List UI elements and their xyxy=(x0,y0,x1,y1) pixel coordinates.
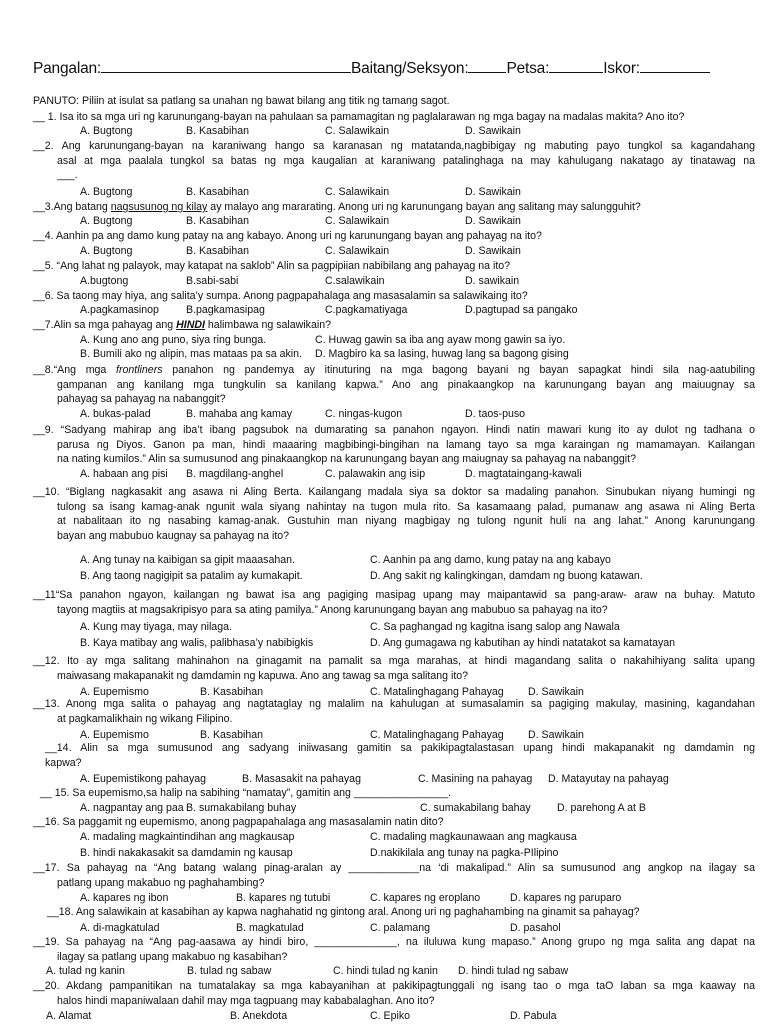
question-9-text-line: __9. “Sadyang mahirap ang iba’t ibang pagsubok na dumarating sa panahon ngayon. Hindi natin mawari kung ito ay dulot ng tadhana o xyxy=(33,424,755,436)
question-9-text-line: na nating kumilos.” Alin sa sumusunod ang pinakaangkop na karunungang bayan ang maiugnay sa pahayag na nabanggit? xyxy=(57,453,636,466)
question-2-text-line: ___. xyxy=(57,169,78,182)
question-10-option-c: B. Ang taong nagigipit sa patalim ay kumakapit. xyxy=(80,570,303,582)
student-info-header xyxy=(33,60,753,78)
question-2-option-a: A. Bugtong xyxy=(80,186,133,198)
question-18-option-d: D. pasahol xyxy=(510,922,561,934)
question-10-option-b: C. Aanhin pa ang damo, kung patay na ang kabayo xyxy=(370,554,611,566)
question-9-option-a: A. habaan ang pisi xyxy=(80,468,168,480)
question-4-option-c: C. Salawikain xyxy=(325,245,390,257)
question-20-option-a: A. Alamat xyxy=(46,1010,92,1022)
question-11-option-c: B. Kaya matibay ang walis, palibhasa’y nabibigkis xyxy=(80,637,314,649)
question-7-option-b: C. Huwag gawin sa iba ang ayaw mong gawin sa iyo. xyxy=(315,334,566,346)
question-12-option-b: B. Kasabihan xyxy=(200,686,264,698)
question-5-option-a: A.bugtong xyxy=(80,275,129,287)
question-2-option-d: D. Sawikain xyxy=(465,186,521,198)
question-10-text-line: at nabalitaan ito ng nasabing kamag-anak. Gustuhin man niyang magbigay ng tulong ngunit huli na ang lahat.” Anong karunungang xyxy=(57,515,755,528)
question-3-option-d: D. Sawikain xyxy=(465,215,521,227)
question-5-option-d: D. sawikain xyxy=(465,275,520,287)
question-2-option-b: B. Kasabihan xyxy=(186,186,250,198)
question-17-option-b: B. kapares ng tutubi xyxy=(236,892,331,904)
question-8-option-a: A. bukas-palad xyxy=(80,408,151,420)
question-11-option-b: C. Sa paghangad ng kagitna isang salop ang Nawala xyxy=(370,621,620,633)
question-13-option-c: C. Matalinghagang Pahayag xyxy=(370,729,504,741)
question-12-option-a: A. Eupemismo xyxy=(80,686,149,698)
question-12-text-line: __12. Ito ay mga salitang mahinahon na ginagamit na pamalit sa mga marahas, at hindi magandang salita o nakahihiyang salita upang xyxy=(33,655,755,667)
question-11-text-line: tayong magtiis at magsakripisyo para sa ating pamilya.” Anong karunungang bayan ang mabubuo sa pahayag na ito? xyxy=(57,603,608,616)
question-18-option-c: C. palamang xyxy=(370,922,431,934)
question-7-option-c: B. Bumili ako ng alipin, mas mataas pa sa akin. xyxy=(80,348,302,360)
question-8-text-line: pahayag sa pahayag na nabanggit? xyxy=(57,393,226,406)
question-19-option-b: B. tulad ng sabaw xyxy=(187,965,272,977)
score-label: Iskor: xyxy=(603,60,640,77)
question-13-text-line: __13. Anong mga salita o pahayag ang nagtataglay ng malalim na kahulugan at sumasalamin sa pagiging makulay, masining, kagandahan xyxy=(33,698,755,710)
question-20-option-d: D. Pabula xyxy=(510,1010,557,1022)
question-17-option-d: D. kapares ng paruparo xyxy=(510,892,622,904)
question-11-text-line: __11“Sa panahon ngayon, kailangan ng bawat isa ang pagiging masipag upang may maipantawid sa pang-araw- araw na buhay. Matuto xyxy=(33,589,755,601)
question-5-option-b: B.sabi-sabi xyxy=(186,275,239,287)
grade-section-blank[interactable] xyxy=(468,60,506,73)
question-20-option-b: B. Anekdota xyxy=(230,1010,288,1022)
question-6-option-c: C.pagkamatiyaga xyxy=(325,304,408,316)
question-10-option-d: D. Ang sakit ng kalingkingan, damdam ng buong katawan. xyxy=(370,570,643,582)
question-11-option-d: D. Ang gumagawa ng kabutihan ay hindi natatakot sa kamatayan xyxy=(370,637,676,649)
question-14-option-b: B. Masasakit na pahayag xyxy=(242,773,361,785)
question-19-option-a: A. tulad ng kanin xyxy=(46,965,125,977)
question-11-option-a: A. Kung may tiyaga, may nilaga. xyxy=(80,621,232,633)
question-20-text-line: __20. Akdang pampanitikan na tumatalakay sa mga kabayanihan at pakikipagtunggali ng isang tao o mga taO laban sa mga kaaway na xyxy=(33,980,755,992)
emphasis-hindi: HINDI xyxy=(176,319,205,331)
question-6-option-a: A.pagkamasinop xyxy=(80,304,159,316)
question-3-text-line: __3.Ang batang nagsusunog ng kilay ay malayo ang mararating. Anong uri ng karunungang bayan ang salitang may salungguhit? xyxy=(33,201,641,213)
question-1-option-b: B. Kasabihan xyxy=(186,125,250,137)
question-6-option-d: D.pagtupad sa pangako xyxy=(465,304,578,316)
question-17-option-c: C. kapares ng eroplano xyxy=(370,892,481,904)
question-3-option-c: C. Salawikain xyxy=(325,215,390,227)
question-8-text-line: gampanan ang kanilang mga tungkulin sa kanilang kapwa.” Ano ang pinakaangkop na karunungang bayan ang maiuugnay sa xyxy=(57,378,755,391)
question-15-option-d: D. parehong A at B xyxy=(557,802,646,814)
question-1-option-c: C. Salawikain xyxy=(325,125,390,137)
question-17-option-a: A. kapares ng ibon xyxy=(80,892,169,904)
question-14-text-line: kapwa? xyxy=(45,756,82,769)
question-10-text-line: bayan ang mabubuo kaugnay sa pahayag na ito? xyxy=(57,529,290,542)
question-7-option-d: D. Magbiro ka sa lasing, huwag lang sa bagong gising xyxy=(315,348,569,360)
question-19-option-c: C. hindi tulad ng kanin xyxy=(333,965,438,977)
question-10-option-a: A. Ang tunay na kaibigan sa gipit maaasahan. xyxy=(80,554,295,566)
question-4-option-a: A. Bugtong xyxy=(80,245,133,257)
question-8-option-b: B. mahaba ang kamay xyxy=(186,408,292,420)
question-14-option-d: D. Matayutay na pahayag xyxy=(548,773,669,785)
question-12-option-d: D. Sawikain xyxy=(528,686,584,698)
question-16-option-c: B. hindi nakakasakit sa damdamin ng kausap xyxy=(80,847,293,859)
question-16-text-line: __16. Sa paggamit ng eupemismo, anong pagpapahalaga ang masasalamin natin dito? xyxy=(33,816,444,828)
date-label: Petsa: xyxy=(506,60,550,77)
question-10-text-line: tulong sa isang kamag-anak ngunit wala siyang nahintay na tugon mula rito. Sa kasamaang palad, pumanaw ang asawa ni Aling Berta xyxy=(57,500,755,513)
question-20-option-c: C. Epiko xyxy=(370,1010,411,1022)
question-3-option-a: A. Bugtong xyxy=(80,215,133,227)
question-1-option-d: D. Sawikain xyxy=(465,125,521,137)
emphasis-frontliners: frontliners xyxy=(116,364,163,376)
question-2-option-c: C. Salawikain xyxy=(325,186,390,198)
question-18-option-a: A. di-magkatulad xyxy=(80,922,160,934)
question-14-option-c: C. Masining na pahayag xyxy=(418,773,533,785)
question-17-text-line: patlang upang makabuo ng paghahambing? xyxy=(57,876,265,889)
question-6-option-b: B.pagkamasipag xyxy=(186,304,265,316)
question-15-option-c: C. sumakabilang bahay xyxy=(420,802,531,814)
question-13-text-line: at pagkamalikhain ng wikang Filipino. xyxy=(57,712,233,725)
question-8-option-d: D. taos-puso xyxy=(465,408,526,420)
question-12-text-line: maiwasang makapanakit ng damdamin ng kapuwa. Ano ang tawag sa mga salitang ito? xyxy=(57,669,469,682)
question-4-text-line: __4. Aanhin pa ang damo kung patay na ang kabayo. Anong uri ng karunungang bayan ang pahayag na ito? xyxy=(33,230,542,242)
question-17-text-line: __17. Sa pahayag na “Ang batang walang pinag-aralan ay ____________na ‘di makalipad.” Alin sa sumusunod ang angkop na ilagay sa xyxy=(33,862,755,874)
question-14-text-line: __14. Alin sa mga sumusunod ang sadyang iniiwasang gamitin sa pakikipagtalastasan upang hindi makapanakit ng damdamin ng xyxy=(45,742,755,754)
question-9-option-d: D. magtataingang-kawali xyxy=(465,468,582,480)
question-15-option-a: A. nagpantay ang paa xyxy=(80,802,184,814)
question-4-option-d: D. Sawikain xyxy=(465,245,521,257)
question-5-option-c: C.salawikain xyxy=(325,275,385,287)
question-6-text-line: __6. Sa taong may hiya, ang salita’y sumpa. Anong pagpapahalaga ang masasalamin sa salawikaing ito? xyxy=(33,290,528,302)
question-4-option-b: B. Kasabihan xyxy=(186,245,250,257)
question-16-option-a: A. madaling magkaintindihan ang magkausap xyxy=(80,831,295,843)
question-9-option-b: B. magdilang-anghel xyxy=(186,468,284,480)
question-14-option-a: A. Eupemistikong pahayag xyxy=(80,773,207,785)
question-5-text-line: __5. “Ang lahat ng palayok, may katapat na saklob” Alin sa pagpipiian nabibilang ang pahayag na ito? xyxy=(33,260,511,272)
question-19-text-line: ilagay sa patlang upang makabuo ng kasabihan? xyxy=(57,950,288,963)
question-9-option-c: C. palawakin ang isip xyxy=(325,468,426,480)
underlined-phrase: nagsusunog ng kilay xyxy=(110,201,208,213)
question-19-option-d: D. hindi tulad ng sabaw xyxy=(458,965,569,977)
question-7-text-line: __7.Alin sa mga pahayag ang HINDI halimbawa ng salawikain? xyxy=(33,319,331,331)
directions: PANUTO: Piliin at isulat sa patlang sa unahan ng bawat bilang ang titik ng tamang sagot. xyxy=(33,95,450,107)
question-1-option-a: A. Bugtong xyxy=(80,125,133,137)
question-1-text-line: __ 1. Isa ito sa mga uri ng karunungang-bayan na pahulaan sa pamamagitan ng paglalarawan ng mga bagay na madalas makita? Ano ito? xyxy=(33,111,685,123)
grade-section-label: Baitang/Seksyon: xyxy=(351,60,469,77)
question-13-option-b: B. Kasabihan xyxy=(200,729,264,741)
question-18-text-line: __18. Ang salawikain at kasabihan ay kapwa naghahatid ng gintong aral. Anong uri ng paghahambing na ginamit sa pahayag? xyxy=(47,906,640,918)
question-2-text-line: asal at mga paalala tungkol sa batas ng mga kaugalian at karaniwang patalinghaga na may kahulugang nakatago ay tinatawag na xyxy=(57,154,755,167)
question-9-text-line: parusa ng Diyos. Ganon pa man, hindi maaaring magbibingi-bingihan na lamang tayo sa mga karaingan ng mamamayan. Kailangan xyxy=(57,438,755,451)
question-19-text-line: __19. Sa pahayag na “Ang pag-aasawa ay hindi biro, ______________, na iluluwa kung mapaso.” Anong grupo ng mga salita ang dapat na xyxy=(33,936,755,948)
question-7-option-a: A. Kung ano ang puno, siya ring bunga. xyxy=(80,334,267,346)
name-blank[interactable] xyxy=(101,60,351,73)
question-13-option-a: A. Eupemismo xyxy=(80,729,149,741)
question-10-text-line: __10. “Biglang nagkasakit ang asawa ni Aling Berta. Kailangang madala siya sa doktor sa madaling panahon. Sinubukan niyang humingi ng xyxy=(33,486,755,498)
question-2-text-line: __2. Ang karunungang-bayan na karaniwang hango sa karanasan ng matatanda,nagbibigay ng mabuting payo tungkol sa kagandahang xyxy=(33,140,755,152)
score-blank[interactable] xyxy=(640,60,710,73)
question-13-option-d: D. Sawikain xyxy=(528,729,584,741)
date-blank[interactable] xyxy=(549,60,603,73)
question-15-option-b: B. sumakabilang buhay xyxy=(186,802,297,814)
question-18-option-b: B. magkatulad xyxy=(236,922,304,934)
question-12-option-c: C. Matalinghagang Pahayag xyxy=(370,686,504,698)
question-16-option-d: D.nakikilala ang tunay na pagka-PIlipino xyxy=(370,847,559,859)
question-8-option-c: C. ningas-kugon xyxy=(325,408,403,420)
question-8-text-line: __8.“Ang mga frontliners panahon ng pandemya ay itinuturing na mga bagong bayani ng bayan sapagkat hindi sila nag-aatubiling xyxy=(33,364,755,376)
name-label: Pangalan: xyxy=(33,60,102,77)
question-3-option-b: B. Kasabihan xyxy=(186,215,250,227)
question-16-option-b: C. madaling magkaunawaan ang magkausa xyxy=(370,831,577,843)
question-20-text-line: halos hindi mapaniwalaan dahil may mga tagpuang may kababalaghan. Ano ito? xyxy=(57,994,435,1007)
question-15-text-line: __ 15. Sa eupemismo,sa halip na sabihing “namatay”, gamitin ang ________________. xyxy=(40,787,452,799)
